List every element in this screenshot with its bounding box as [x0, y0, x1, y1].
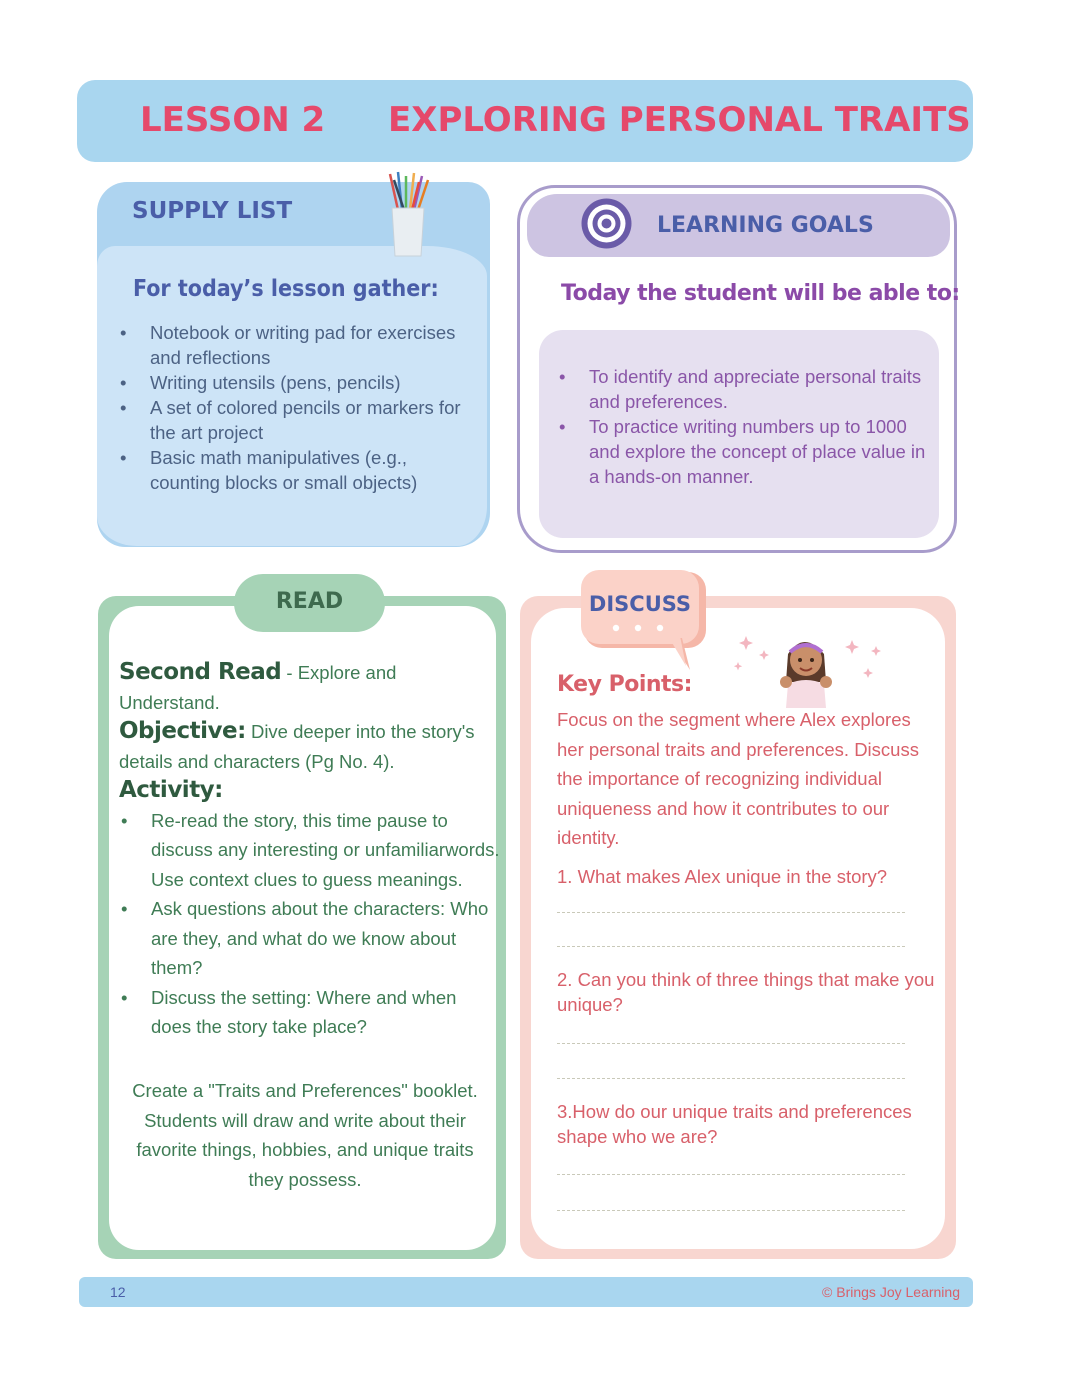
lesson-title: EXPLORING PERSONAL TRAITS: [388, 100, 971, 140]
question-1: 1. What makes Alex unique in the story?: [557, 866, 888, 887]
answer-line[interactable]: [557, 1043, 905, 1044]
objective-label: Objective:: [119, 718, 246, 744]
answer-line[interactable]: [557, 912, 905, 913]
read-body: [119, 658, 501, 1042]
speech-bubble-icon: [578, 568, 708, 674]
learning-goals-title: LEARNING GOALS: [657, 213, 874, 238]
second-read-line: [119, 658, 501, 717]
supply-list-subtitle: For today’s lesson gather:: [133, 276, 439, 302]
target-icon: [580, 197, 633, 250]
pencil-cup-icon: [386, 170, 430, 260]
page-number: 12: [110, 1284, 126, 1300]
girl-illustration-icon: [734, 628, 890, 708]
list-item: • To practice writing numbers up to 1000 and explore the concept of place value in a hands-on manner.: [557, 414, 927, 489]
answer-line[interactable]: [557, 946, 905, 947]
objective-text: Dive deeper into the story's details and characters (Pg No. 4).: [119, 721, 475, 772]
second-read-label: Second Read: [119, 659, 282, 685]
list-item: • A set of colored pencils or markers for the art project: [118, 395, 478, 445]
answer-line[interactable]: [557, 1174, 905, 1175]
list-item: • To identify and appreciate personal traits and preferences.: [557, 364, 927, 414]
answer-line[interactable]: [557, 1078, 905, 1079]
supply-list-title: SUPPLY LIST: [132, 198, 293, 224]
list-item: • Discuss the setting: Where and when does the story take place?: [119, 983, 501, 1042]
key-points-title: Key Points:: [557, 672, 692, 697]
list-item: • Ask questions about the characters: Who are they, and what do we know about them?: [119, 894, 501, 983]
lesson-number: LESSON 2: [140, 100, 326, 140]
activity-label: Activity:: [119, 777, 223, 803]
read-tab-label: READ: [275, 589, 344, 614]
activity-list: [119, 806, 501, 1042]
supply-list: [118, 320, 478, 495]
question-3: 3.How do our unique traits and preferences shape who we are?: [557, 1101, 912, 1147]
booklet-activity: Create a "Traits and Preferences" booklet. Students will draw and write about their favorite things, hobbies, and unique traits they possess.: [132, 1080, 478, 1190]
discuss-paragraph: Focus on the segment where Alex explores her personal traits and preferences. Discuss the importance of recognizing individual uniqueness and how it contributes to our identity.: [557, 709, 919, 848]
list-item: • Basic math manipulatives (e.g., counting blocks or small objects): [118, 445, 478, 495]
answer-line[interactable]: [557, 1210, 905, 1211]
discuss-tab-label: DISCUSS: [588, 592, 692, 616]
list-item: • Re-read the story, this time pause to discuss any interesting or unfamiliarwords. Use context clues to guess meanings.: [119, 806, 501, 895]
question-2: 2. Can you think of three things that make you unique?: [557, 969, 935, 1015]
copyright-text: © Brings Joy Learning: [822, 1284, 960, 1300]
second-read-text: - Explore and Understand.: [119, 662, 397, 713]
learning-goals-list: [557, 364, 927, 489]
objective-line: [119, 717, 501, 776]
learning-goals-subtitle: Today the student will be able to:: [561, 281, 960, 306]
list-item: • Writing utensils (pens, pencils): [118, 370, 478, 395]
list-item: • Notebook or writing pad for exercises and reflections: [118, 320, 478, 370]
